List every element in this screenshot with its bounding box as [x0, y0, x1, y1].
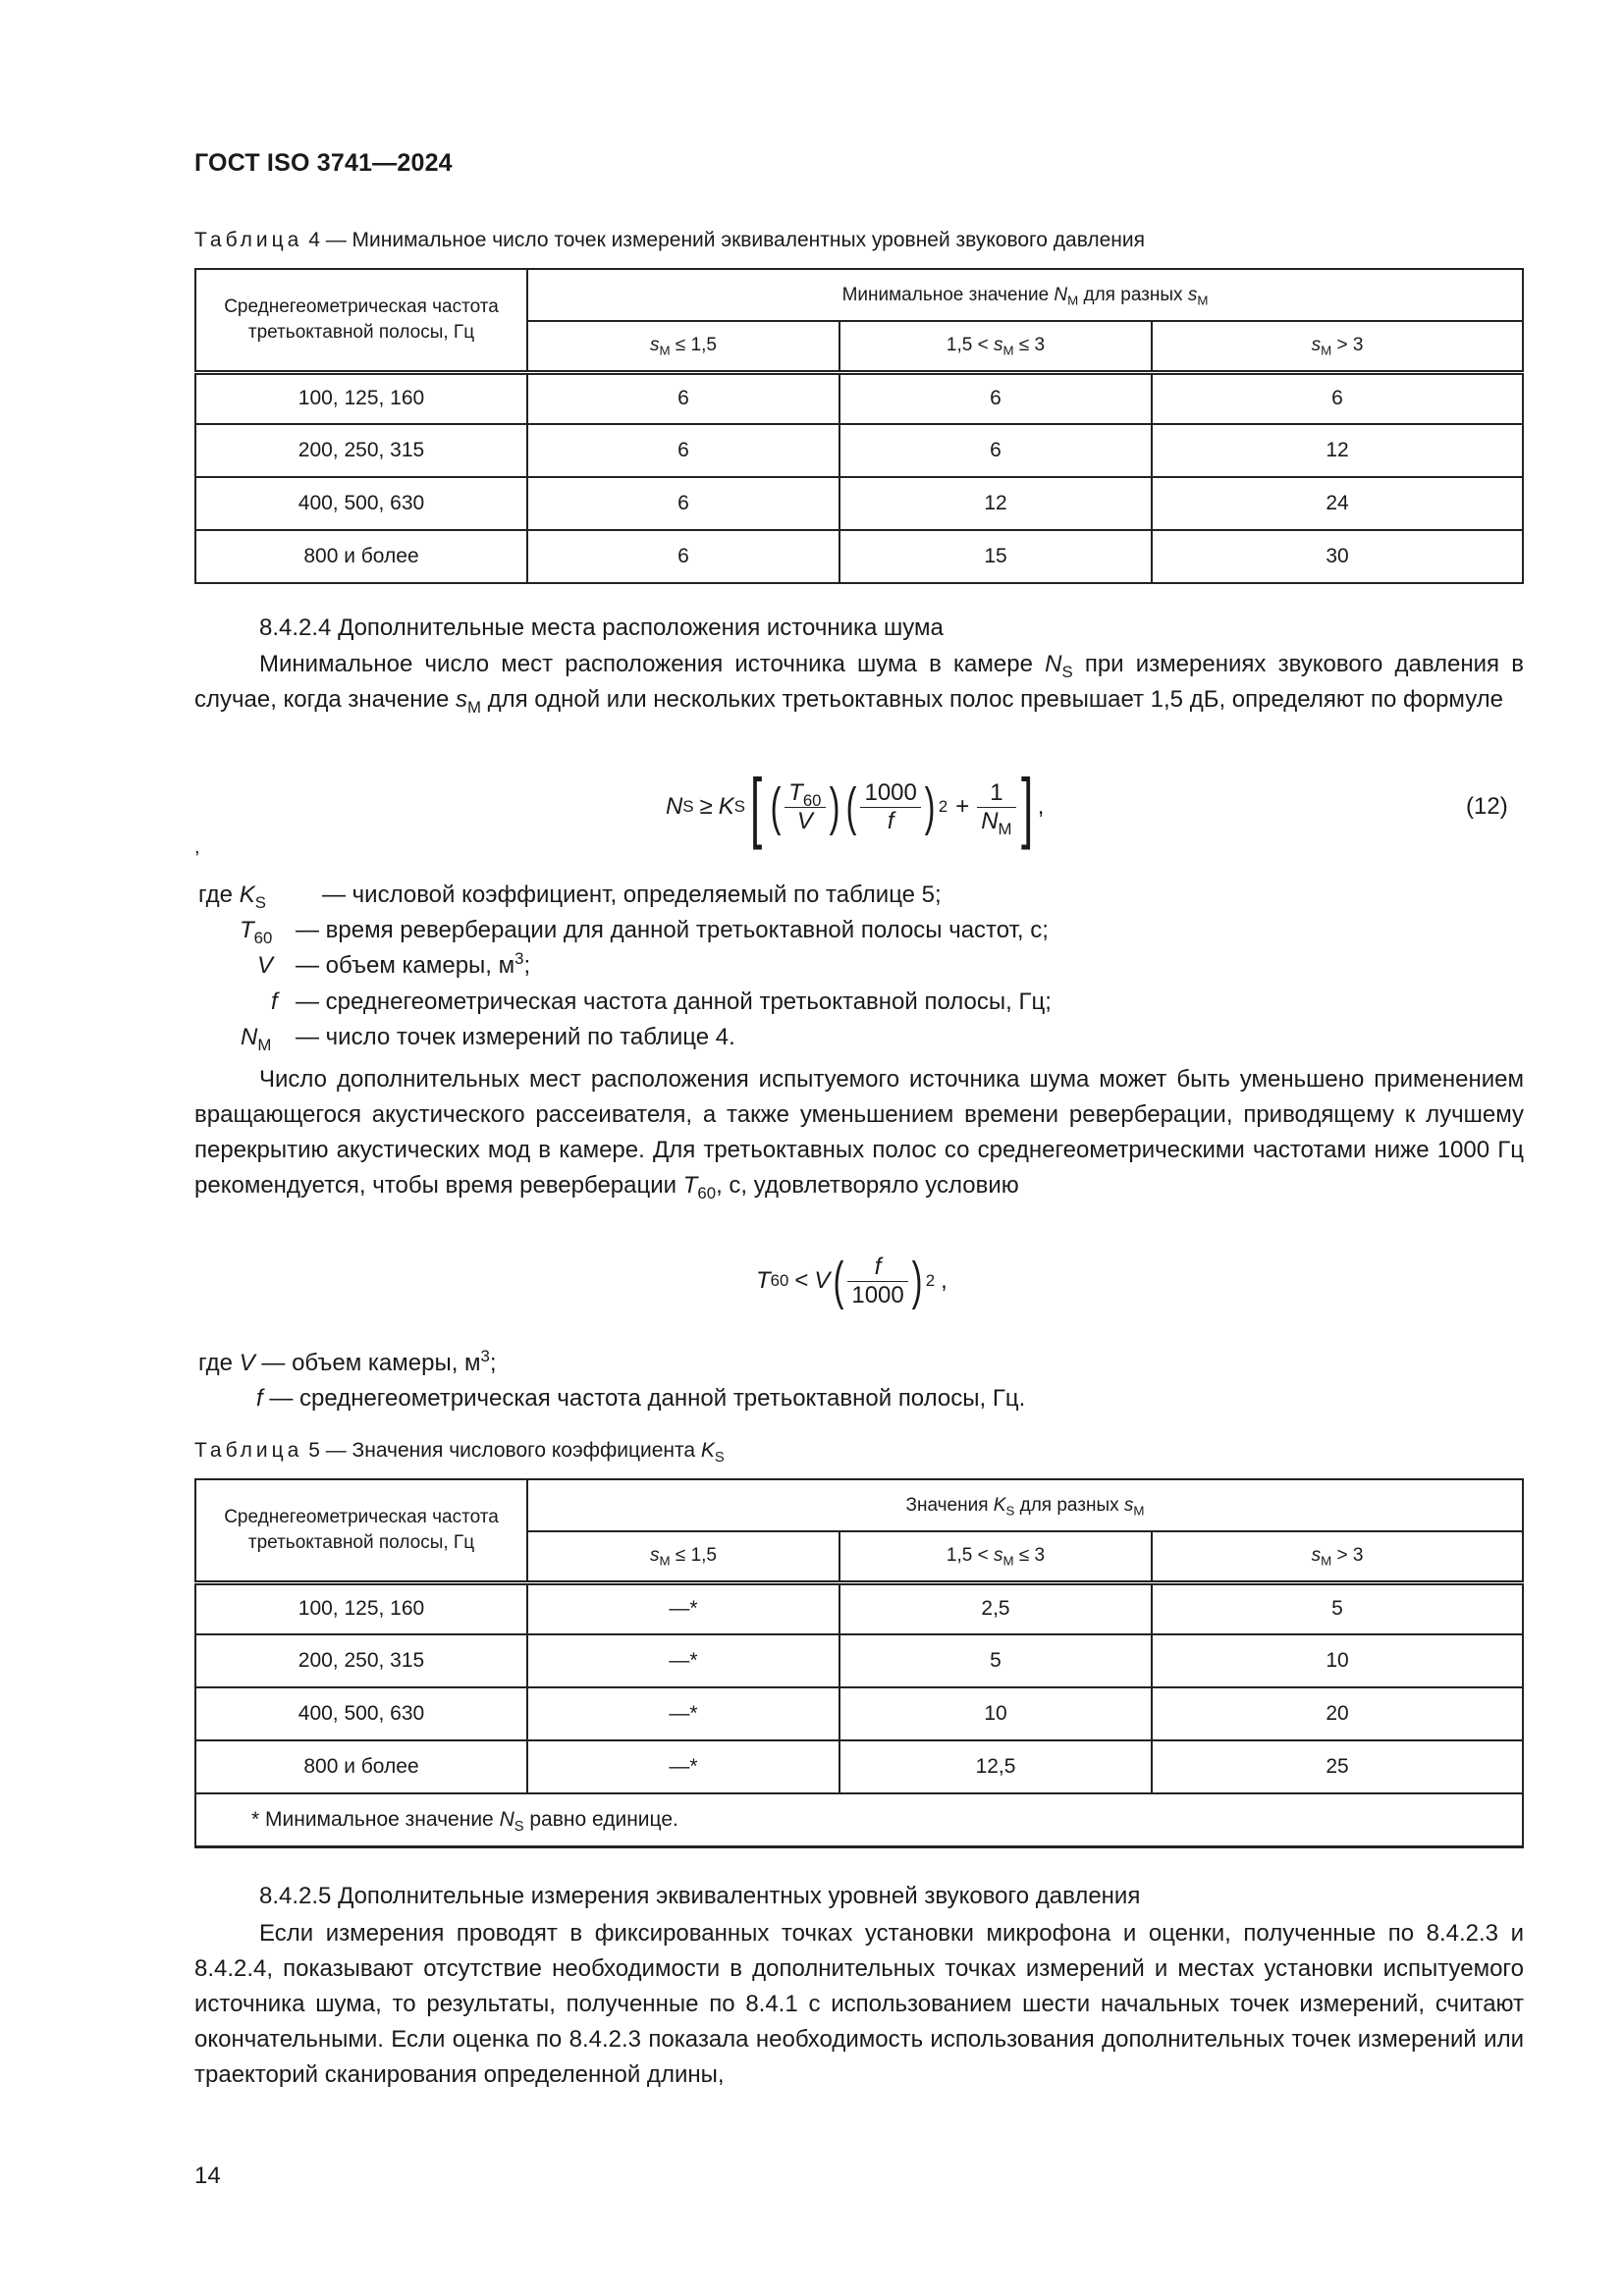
relation-sign: <: [794, 1267, 809, 1294]
text: при измерениях звукового давления в случае, когда значение: [194, 651, 1524, 713]
var-k: K: [718, 793, 734, 820]
group-header-text: Минимальное значение: [841, 284, 1055, 305]
where-lead: где: [198, 881, 240, 908]
table-row: [195, 530, 1523, 583]
where-def: [296, 917, 1049, 944]
var-n: N: [499, 1807, 514, 1831]
var-v: V: [796, 807, 813, 834]
var-sub: S: [1005, 1503, 1015, 1519]
var-s: s: [650, 1545, 660, 1567]
var-t: T: [756, 1267, 771, 1294]
subheader-post: > 3: [1331, 1545, 1364, 1567]
fraction-t60-over-v: [785, 779, 825, 835]
table5-caption-text: — Значения числового коэффициента: [325, 1439, 701, 1462]
table5-caption-prefix: Таблица: [194, 1439, 303, 1462]
table-cell: 12: [1152, 424, 1523, 477]
var-n: N: [241, 1024, 258, 1050]
table5-footnote: [195, 1793, 1523, 1846]
var-sub: M: [1067, 293, 1079, 308]
var-sub: M: [998, 819, 1012, 838]
group-header-text: Значения: [905, 1494, 994, 1516]
var-sub: S: [714, 1450, 725, 1467]
where-item: [257, 952, 273, 980]
where-def: [322, 881, 942, 909]
var-k: K: [239, 881, 255, 908]
table-row: [195, 477, 1523, 530]
table-cell: 6: [839, 424, 1152, 477]
table-row: [195, 372, 1523, 424]
table5-caption: [194, 1439, 725, 1467]
left-paren: (: [770, 777, 782, 836]
table-row: [195, 1582, 1523, 1634]
table-cell: 6: [527, 372, 839, 424]
subheader-post: ≤ 3: [1013, 1545, 1046, 1567]
table-cell: 6: [1152, 372, 1523, 424]
var-f: f: [887, 807, 894, 834]
table-cell: —*: [527, 1634, 839, 1687]
var-sub: M: [257, 1035, 272, 1054]
var-s: s: [1123, 1494, 1134, 1516]
text: Число дополнительных мест расположения испытуемого источника шума может быть уменьшено применением вращающегося акустического рассеивателя, а также уменьшением времени реверберации, приводящему к лучшему перекрытию акустических мод в камере. Для третьоктавных полос со среднегеометрическими частотами ниже 1000 Гц рекомендуется, чтобы время реверберации: [194, 1066, 1524, 1199]
dash: —: [296, 917, 319, 943]
table-cell: 12,5: [839, 1740, 1152, 1793]
var-sub: M: [1133, 1503, 1145, 1519]
superscript: 3: [480, 1346, 490, 1365]
relation-sign: ≥: [699, 793, 713, 820]
where-def: [296, 948, 531, 980]
table-cell: 15: [839, 530, 1152, 583]
table5-subheader: [527, 1531, 839, 1582]
table5-subheader: [839, 1531, 1152, 1582]
var-f: f: [271, 988, 278, 1015]
superscript: 3: [514, 948, 524, 968]
table-row: [195, 424, 1523, 477]
punctuation: ;: [489, 1350, 497, 1376]
var-s: s: [1311, 335, 1322, 356]
table-cell-freq: 100, 125, 160: [195, 372, 527, 424]
table4-caption-number: 4: [308, 229, 320, 251]
subheader-pre: 1,5 <: [946, 335, 994, 356]
right-bracket: ]: [1020, 763, 1033, 850]
table-cell: 20: [1152, 1687, 1523, 1740]
var-t: T: [788, 778, 803, 806]
table-cell: 2,5: [839, 1582, 1152, 1634]
table-cell-freq: 100, 125, 160: [195, 1582, 527, 1634]
fraction-f-over-1000: [847, 1254, 907, 1309]
table-cell-freq: 200, 250, 315: [195, 424, 527, 477]
table-cell: 6: [527, 477, 839, 530]
var-sub: S: [254, 892, 266, 912]
var-t: T: [682, 1172, 698, 1199]
section-8424-paragraph-2: [194, 1062, 1524, 1203]
table5-col-freq-header-text: Среднегеометрическая частота третьоктавной полосы, Гц: [224, 1506, 499, 1553]
var-t: T: [240, 917, 254, 943]
table-cell: 30: [1152, 530, 1523, 583]
dash: —: [261, 1350, 286, 1376]
text: , с, удовлетворяло условию: [716, 1172, 1019, 1199]
var-n: N: [666, 793, 683, 820]
table-row: [195, 1634, 1523, 1687]
dash: —: [269, 1385, 294, 1412]
var-n: N: [981, 807, 999, 834]
table4-caption: [194, 229, 1145, 252]
fraction-1-over-nm: [977, 778, 1015, 838]
where-text: число точек измерений по таблице 4.: [325, 1024, 735, 1050]
var-s: s: [993, 1545, 1003, 1567]
condition-formula: T 60 < V ( $\frac{f}{1000}$ ) 2 ,: [756, 1252, 947, 1310]
var-n: N: [1045, 651, 1062, 677]
where-text: объем камеры, м: [292, 1350, 481, 1376]
right-paren: ): [911, 1252, 923, 1310]
var-sub: M: [1321, 343, 1332, 358]
table5-subheader: [1152, 1531, 1523, 1582]
where-text: среднегеометрическая частота данной третьоктавной полосы, Гц;: [325, 988, 1052, 1015]
var-sub: M: [1002, 1553, 1014, 1569]
var-k: K: [700, 1439, 715, 1462]
subheader-post: ≤ 1,5: [670, 1545, 717, 1567]
table5: [194, 1478, 1524, 1848]
where-item: [271, 988, 278, 1016]
formula-12: N S ≥ K S [ ( $\frac{T_{60}}{V}$ ) ( $\frac{1000}{f}$ ) 2 + $\frac{1}{N_M}$ ] ,: [666, 763, 1045, 850]
punctuation: ,: [941, 1267, 947, 1294]
table-cell: 5: [839, 1634, 1152, 1687]
right-paren: ): [829, 777, 839, 836]
var-v: V: [814, 1267, 831, 1294]
dash: —: [322, 881, 346, 908]
table-row: [195, 1740, 1523, 1793]
subheader-post: > 3: [1331, 335, 1364, 356]
right-paren: ): [924, 777, 936, 836]
where-item: [198, 881, 266, 912]
table-cell-freq: 400, 500, 630: [195, 1687, 527, 1740]
where-item: [256, 1385, 1025, 1413]
footnote-text: * Минимальное значение: [251, 1807, 500, 1831]
var-sub: 60: [253, 928, 273, 947]
var-s: s: [993, 335, 1003, 356]
where-def: [296, 988, 1052, 1016]
text: для одной или нескольких третьоктавных полос превышает 1,5 дБ, определяют по формуле: [480, 686, 1504, 713]
dash: —: [296, 952, 319, 979]
var-sub: M: [659, 1553, 671, 1569]
where-text: время реверберации для данной третьоктавной полосы частот, с;: [325, 917, 1049, 943]
var-s: s: [1187, 284, 1198, 305]
punctuation: ,: [1037, 793, 1045, 820]
page-number: 14: [194, 2163, 221, 2189]
table-cell: 12: [839, 477, 1152, 530]
table4-col-freq-header-text: Среднегеометрическая частота третьоктавной полосы, Гц: [224, 295, 499, 343]
numerator: 1: [977, 779, 1015, 808]
var-k: K: [993, 1494, 1006, 1516]
text: Минимальное число мест расположения источника шума в камере: [259, 651, 1046, 677]
plus-sign: +: [955, 793, 970, 820]
var-sub: M: [1002, 343, 1014, 358]
section-8424-heading: 8.4.2.4 Дополнительные места расположения источника шума: [259, 614, 944, 641]
table5-col-freq-header: [195, 1479, 527, 1582]
where-item: [240, 917, 273, 947]
var-sub: 60: [802, 790, 822, 810]
table-cell: —*: [527, 1740, 839, 1793]
table5-caption-number: 5: [308, 1439, 320, 1462]
var-v: V: [239, 1350, 255, 1376]
where-item: [198, 1346, 497, 1377]
var-n: N: [1054, 284, 1068, 305]
table-cell-freq: 400, 500, 630: [195, 477, 527, 530]
where-text: числовой коэффициент, определяемый по таблице 5;: [352, 881, 942, 908]
var-sub: M: [659, 343, 671, 358]
table5-group-header: [527, 1479, 1523, 1531]
table-cell: 6: [527, 424, 839, 477]
left-paren: (: [846, 777, 857, 836]
where-text: среднегеометрическая частота данной третьоктавной полосы, Гц.: [299, 1385, 1026, 1412]
where-text: объем камеры, м: [325, 952, 515, 979]
footnote-text: равно единице.: [523, 1807, 678, 1831]
table-cell: —*: [527, 1582, 839, 1634]
document-title: ГОСТ ISO 3741—2024: [194, 149, 453, 177]
stray-mark: ,: [194, 836, 200, 858]
var-sub: 60: [697, 1183, 717, 1202]
table-cell: 25: [1152, 1740, 1523, 1793]
left-bracket: [: [749, 763, 763, 850]
left-paren: (: [833, 1252, 844, 1310]
subheader-post: ≤ 1,5: [670, 335, 717, 356]
var-sub: M: [1197, 293, 1209, 308]
var-f: f: [874, 1253, 882, 1280]
table-row: [195, 1687, 1523, 1740]
dash: —: [296, 1024, 319, 1050]
var-sub: S: [1061, 662, 1073, 681]
table4-caption-prefix: Таблица: [194, 229, 303, 251]
table-cell: 6: [527, 530, 839, 583]
equation-number: (12): [1466, 793, 1508, 820]
section-8424-paragraph-1: [194, 647, 1524, 718]
table-cell-freq: 200, 250, 315: [195, 1634, 527, 1687]
table4-caption-text: — Минимальное число точек измерений эквивалентных уровней звукового давления: [325, 229, 1146, 251]
section-8425-paragraph: Если измерения проводят в фиксированных точках установки микрофона и оценки, полученные по 8.4.2.3 и 8.4.2.4, показывают отсутствие необходимости в дополнительных точках измерений и местах установки испытуемого источника шума, то результаты, полученные по 8.4.1 с использованием шести начальных точек измерений, считают окончательными. Если оценка по 8.4.2.3 показала необходимость использования дополнительных точек измерений или траекторий сканирования определенной длины,: [194, 1920, 1524, 2088]
var-sub: S: [514, 1818, 524, 1835]
group-header-text: для разных: [1014, 1494, 1124, 1516]
table-cell: —*: [527, 1687, 839, 1740]
subheader-post: ≤ 3: [1013, 335, 1046, 356]
table4-subheader: [1152, 321, 1523, 372]
denominator: 1000: [851, 1281, 904, 1308]
fraction-1000-over-f: [860, 779, 920, 835]
var-f: f: [256, 1385, 263, 1412]
table-cell: 10: [839, 1687, 1152, 1740]
table-cell: 10: [1152, 1634, 1523, 1687]
table4: [194, 268, 1524, 584]
var-s: s: [1311, 1545, 1322, 1567]
dash: —: [296, 988, 319, 1015]
punctuation: ;: [523, 952, 531, 979]
table-cell-freq: 800 и более: [195, 530, 527, 583]
table-cell-freq: 800 и более: [195, 1740, 527, 1793]
table4-subheader: [527, 321, 839, 372]
table-footnote-row: [195, 1793, 1523, 1846]
table4-group-header: [527, 269, 1523, 321]
table-cell: 24: [1152, 477, 1523, 530]
table4-col-freq-header: [195, 269, 527, 372]
var-s: s: [455, 686, 467, 713]
var-s: s: [650, 335, 660, 356]
table-cell: 6: [839, 372, 1152, 424]
where-lead: где: [198, 1350, 240, 1376]
var-v: V: [257, 952, 274, 979]
subheader-pre: 1,5 <: [946, 1545, 994, 1567]
var-sub: M: [466, 697, 481, 717]
table4-subheader: [839, 321, 1152, 372]
group-header-text: для разных: [1078, 284, 1188, 305]
numerator: 1000: [860, 779, 920, 808]
where-item: [241, 1024, 272, 1054]
var-sub: M: [1321, 1553, 1332, 1569]
section-8425-heading: 8.4.2.5 Дополнительные измерения эквивалентных уровней звукового давления: [259, 1883, 1141, 1909]
table-cell: 5: [1152, 1582, 1523, 1634]
where-def: [296, 1024, 735, 1051]
